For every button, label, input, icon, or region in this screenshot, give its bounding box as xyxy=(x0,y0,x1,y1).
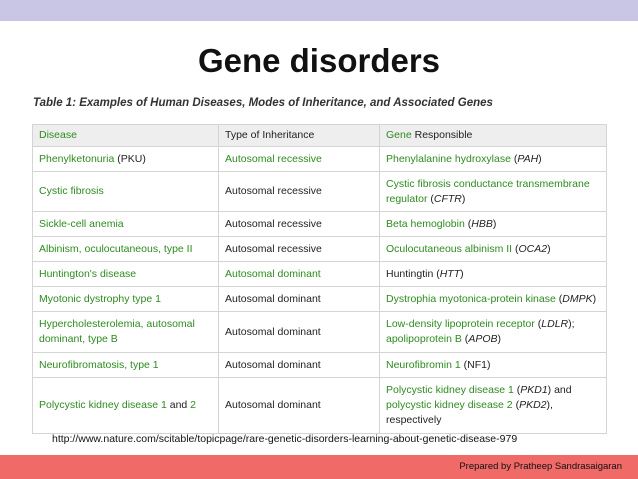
gene-paren: ( xyxy=(555,292,563,305)
gene-symbol: HBB xyxy=(471,217,493,230)
table-caption: Table 1: Examples of Human Diseases, Modes of Inheritance, and Associated Genes xyxy=(33,97,493,109)
table-row xyxy=(33,378,607,434)
gene-link[interactable]: Neurofibromin 1 xyxy=(386,358,461,371)
disease-cell xyxy=(33,212,219,237)
gene-symbol: PKD1 xyxy=(520,384,548,396)
gene-paren: ) xyxy=(538,152,542,165)
inheritance-cell xyxy=(219,262,380,287)
gene-link[interactable]: polycystic kidney disease 2 xyxy=(386,399,513,411)
table-header-row xyxy=(33,125,607,147)
gene-symbol: DMPK xyxy=(562,292,593,305)
gene-disorders-table xyxy=(32,124,607,434)
header-disease xyxy=(33,125,219,147)
disease-cell xyxy=(33,378,219,434)
inheritance-cell xyxy=(219,212,380,237)
gene-cell xyxy=(380,237,607,262)
inheritance-text: Autosomal dominant xyxy=(225,399,321,411)
gene-paren: ) xyxy=(492,217,497,230)
gene-paren: ( xyxy=(513,384,521,396)
gene-symbol: HTT xyxy=(439,267,461,280)
gene-paren: ), xyxy=(546,399,553,411)
slide-title: Gene disorders xyxy=(197,42,441,79)
gene-cell xyxy=(380,287,607,312)
header-inheritance xyxy=(219,125,380,147)
gene-cell xyxy=(380,212,607,237)
inheritance-link[interactable]: Autosomal recessive xyxy=(225,152,322,165)
inheritance-link[interactable]: Autosomal dominant xyxy=(225,267,321,280)
disease-cell xyxy=(33,353,219,378)
header-inheritance-label: Type of Inheritance xyxy=(225,129,315,141)
gene-symbol: OCA2 xyxy=(518,242,548,255)
inheritance-cell xyxy=(219,287,380,312)
inheritance-text: Autosomal dominant xyxy=(225,358,321,371)
gene-paren: ( xyxy=(433,267,440,280)
author-credit: Prepared by Pratheep Sandrasaigaran xyxy=(459,461,622,472)
gene-paren: ( xyxy=(464,217,472,230)
inheritance-text: Autosomal recessive xyxy=(225,217,322,230)
inheritance-text: Autosomal recessive xyxy=(225,185,322,197)
gene-link[interactable]: Low-density lipoprotein receptor xyxy=(386,318,535,330)
disease-link[interactable]: Phenylketonuria xyxy=(39,152,115,165)
table-row xyxy=(33,312,607,353)
disease-link[interactable]: Neurofibromatosis, type 1 xyxy=(39,358,159,371)
disease-link[interactable]: Myotonic dystrophy type 1 xyxy=(39,292,161,305)
disease-cell xyxy=(33,287,219,312)
gene-text: respectively xyxy=(386,414,442,426)
header-gene-label: Gene xyxy=(386,129,412,141)
gene-cell xyxy=(380,378,607,434)
gene-paren: ( xyxy=(512,399,520,411)
disease-conjunction: and xyxy=(166,399,191,411)
disease-cell xyxy=(33,172,219,212)
disease-cell xyxy=(33,262,219,287)
gene-paren: ) xyxy=(547,242,551,255)
gene-link[interactable]: Beta hemoglobin xyxy=(386,217,465,230)
source-url[interactable]: http://www.nature.com/scitable/topicpage/rare-genetic-disorders-learning-about-genetic-disease-979 xyxy=(52,433,518,445)
disease-cell xyxy=(33,237,219,262)
table-row xyxy=(33,353,607,378)
disease-cell xyxy=(33,312,219,353)
gene-cell xyxy=(380,312,607,353)
gene-paren: ( xyxy=(534,318,542,330)
gene-paren: ( xyxy=(512,242,519,255)
inheritance-cell xyxy=(219,237,380,262)
inheritance-text: Autosomal dominant xyxy=(225,292,321,305)
bottom-banner xyxy=(0,455,638,479)
gene-paren: ) xyxy=(461,192,466,205)
header-disease-label: Disease xyxy=(39,129,77,141)
gene-paren: ) xyxy=(460,267,464,280)
gene-symbol: PKD2 xyxy=(519,399,547,411)
table-row xyxy=(33,287,607,312)
inheritance-text: Autosomal recessive xyxy=(225,242,322,255)
disease-abbrev: (PKU) xyxy=(114,152,146,165)
table-row xyxy=(33,237,607,262)
inheritance-cell xyxy=(219,378,380,434)
disease-link[interactable]: Cystic fibrosis xyxy=(39,185,104,197)
inheritance-cell xyxy=(219,147,380,172)
gene-paren: ) xyxy=(592,292,597,305)
gene-symbol: LDLR xyxy=(541,318,569,330)
gene-symbol: PAH xyxy=(517,152,539,165)
gene-cell xyxy=(380,147,607,172)
disease-cell xyxy=(33,147,219,172)
gene-link[interactable]: Dystrophia myotonica-protein kinase xyxy=(386,292,556,305)
disease-link[interactable]: Hypercholesterolemia, autosomal dominant, type B xyxy=(39,318,195,345)
gene-cell xyxy=(380,262,607,287)
inheritance-cell xyxy=(219,353,380,378)
gene-paren: (NF1) xyxy=(460,358,491,371)
disease-link[interactable]: Huntington's disease xyxy=(39,267,137,280)
top-banner xyxy=(0,0,638,21)
gene-text: Huntingtin xyxy=(386,267,434,280)
inheritance-text: Autosomal dominant xyxy=(225,325,321,338)
gene-cell xyxy=(380,172,607,212)
inheritance-cell xyxy=(219,312,380,353)
gene-paren: ( xyxy=(461,333,469,345)
gene-symbol: APOB xyxy=(468,333,498,345)
disease-link[interactable]: Albinism, oculocutaneous, type II xyxy=(39,242,193,255)
gene-paren: ) xyxy=(497,333,501,345)
table-row xyxy=(33,147,607,172)
gene-link[interactable]: Oculocutaneous albinism II xyxy=(386,242,513,255)
table-row xyxy=(33,212,607,237)
gene-paren: ( xyxy=(510,152,518,165)
gene-link[interactable]: Polycystic kidney disease 1 xyxy=(386,384,514,396)
gene-cell xyxy=(380,353,607,378)
gene-link[interactable]: Cystic fibrosis conductance transmembrane regulator xyxy=(386,177,590,205)
table-row xyxy=(33,172,607,212)
table-row xyxy=(33,262,607,287)
inheritance-cell xyxy=(219,172,380,212)
gene-paren: ); xyxy=(568,318,575,330)
gene-paren: ( xyxy=(427,192,434,205)
gene-link[interactable]: Phenylalanine hydroxylase xyxy=(386,152,511,165)
gene-symbol: CFTR xyxy=(433,192,462,205)
disease-link[interactable]: 2 xyxy=(190,399,197,411)
disease-link[interactable]: Sickle-cell anemia xyxy=(39,217,124,230)
gene-paren: ) and xyxy=(547,384,572,396)
header-gene-responsible xyxy=(380,125,607,147)
disease-link[interactable]: Polycystic kidney disease 1 xyxy=(39,399,167,411)
gene-link[interactable]: apolipoprotein B xyxy=(386,333,462,345)
header-responsible-label: Responsible xyxy=(414,129,473,141)
